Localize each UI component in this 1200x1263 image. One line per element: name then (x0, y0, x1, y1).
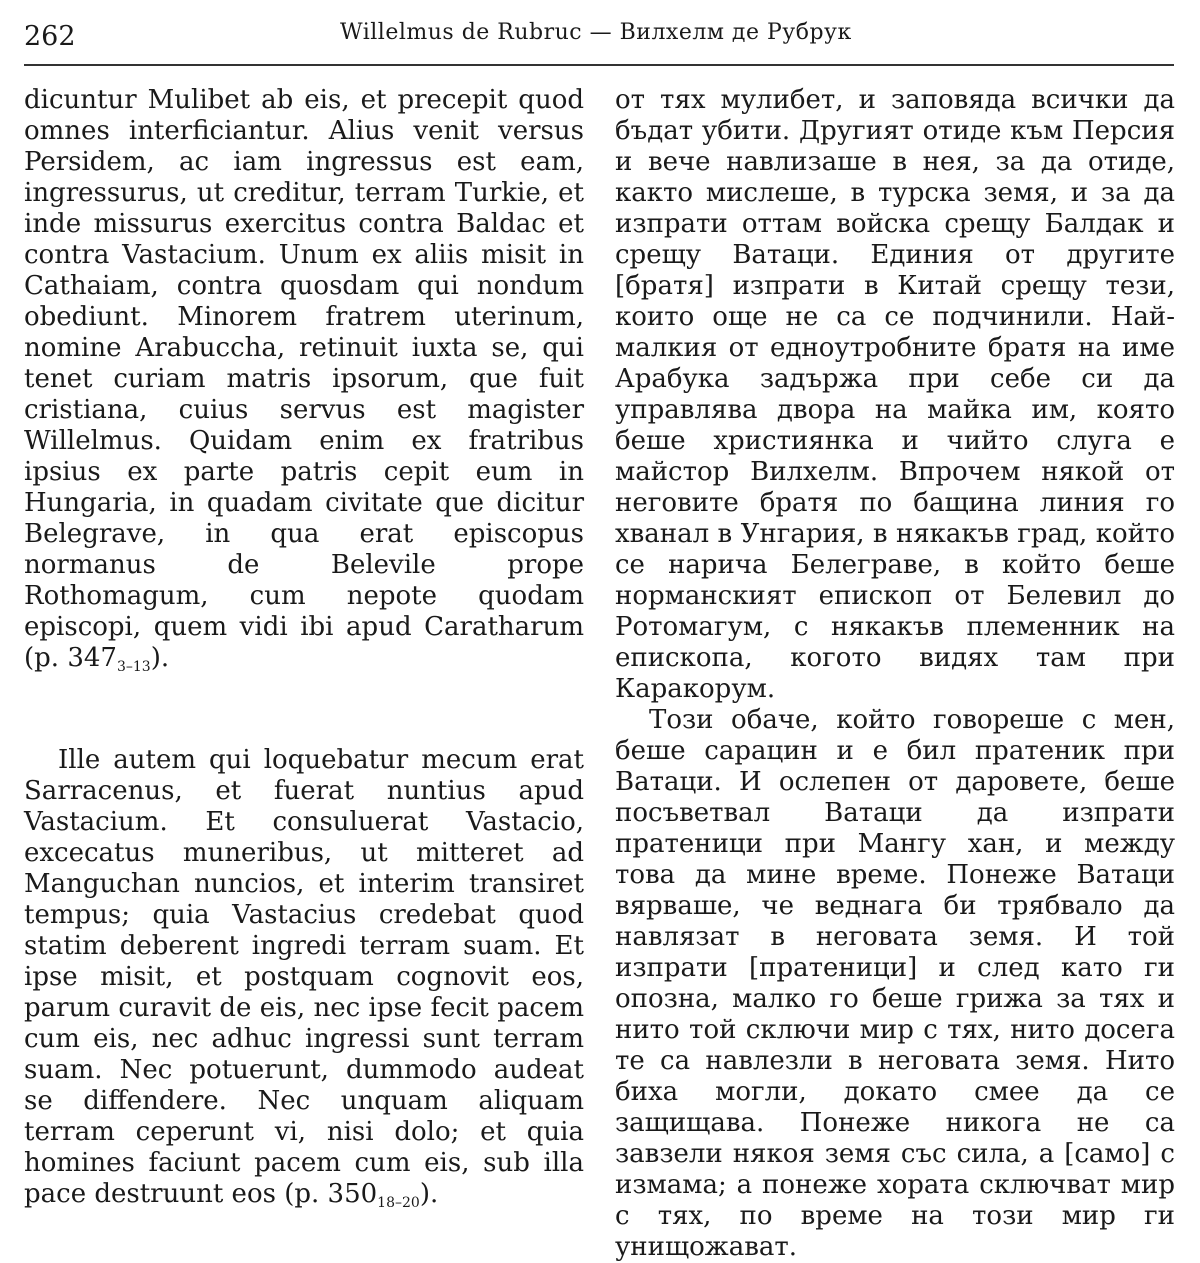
latin-paragraph-1 (24, 85, 584, 683)
latin-paragraph-2 (24, 745, 584, 1219)
latin-column (24, 85, 584, 1219)
citation-lines: 3–13 (116, 659, 151, 675)
bulgarian-paragraph-1: от тях мулибет, и заповяда всички да бъдат убити. Другият отиде към Персия и вече навлизаше в нея, за да отиде, както мислеше, в турска земя, и за да изпрати оттам войска срещу Балдак и срещу Ватаци. Единия от другите [братя] изпрати в Китай срещу тези, които още не са се подчинили. Най-малкия от едноутробните братя на име Арабука задържа при себе си да управлява двора на майка им, която беше християнка и чийто слуга е майстор Вилхелм. Впрочем някой от неговите братя по бащина линия го хванал в Унгария, в някакъв град, който се нарича Белеграве, в който беше норманският епископ от Белевил до Ротомагум, с някакъв племенник на епископа, когото видях там при Каракорум. (615, 85, 1175, 704)
latin-paragraph-1-text: dicuntur Mulibet ab eis, et precepit quod omnes interficiantur. Alius venit versus Persidem, ac iam ingressus est eam, ingressurus, ut creditur, terram Turkie, et inde missurus exercitus contra Baldac et contra Vastacium. Unum ex aliis misit in Cathaiam, contra quosdam qui nondum obediunt. Minorem fratrem uterinum, nomine Arabuccha, retinuit iuxta se, qui tenet curiam matris ipsorum, que fuit cristiana, cuius servus est magister Willelmus. Quidam enim ex fratribus ipsius ex parte patris cepit eum in Hungaria, in quadam civitate que dicitur Belegrave, in qua erat episcopus normanus de Belevile prope Rothomagum, cum nepote quodam episcopi, quem vidi ibi apud Caratharum (24, 85, 584, 642)
page-number: 262 (24, 21, 76, 52)
running-title: Willelmus de Rubruc — Вилхелм де Рубрук (340, 20, 852, 45)
citation (24, 643, 169, 673)
citation-lines: 18–20 (377, 1195, 420, 1211)
citation-page: (p. 350 (284, 1179, 378, 1209)
citation-close: ). (150, 643, 170, 673)
bulgarian-column (615, 85, 1175, 1263)
citation (284, 1179, 438, 1209)
citation-page: (p. 347 (24, 643, 117, 673)
header-rule (24, 64, 1174, 66)
bulgarian-paragraph-2: Този обаче, който говореше с мен, беше сарацин и е бил пратеник при Ватаци. И ослепен от даровете, беше посъветвал Ватаци да изпрати пратеници при Мангу хан, и между това да мине време. Понеже Ватаци вярваше, че веднага би трябвало да навлязат в неговата земя. И той изпрати [пратеници] и след като ги опозна, малко го беше грижа за тях и нито той сключи мир с тях, нито досега те са навлезли в неговата земя. Нито биха могли, докато смее да се защищава. Понеже никога не са завзели някоя земя със сила, а [само] с измама; а понеже хората сключват мир с тях, по време на този мир ги унищожават. (615, 705, 1175, 1262)
citation-close: ). (419, 1179, 439, 1209)
latin-paragraph-2-text: Ille autem qui loquebatur mecum erat Sarracenus, et fuerat nuntius apud Vastacium. Et consuluerat Vastacio, excecatus muneribus, ut mitteret ad Manguchan nuncios, et interim transiret tempus; quia Vastacius credebat quod statim deberent ingredi terram suam. Et ipse misit, et postquam cognovit eos, parum curavit de eis, nec ipse fecit pacem cum eis, nec adhuc ingressi sunt terram suam. Nec potuerunt, dummodo audeat se diffendere. Nec unquam aliquam terram ceperunt vi, nisi dolo; et quia homines faciunt pacem cum eis, sub illa pace destruunt eos (24, 745, 584, 1209)
